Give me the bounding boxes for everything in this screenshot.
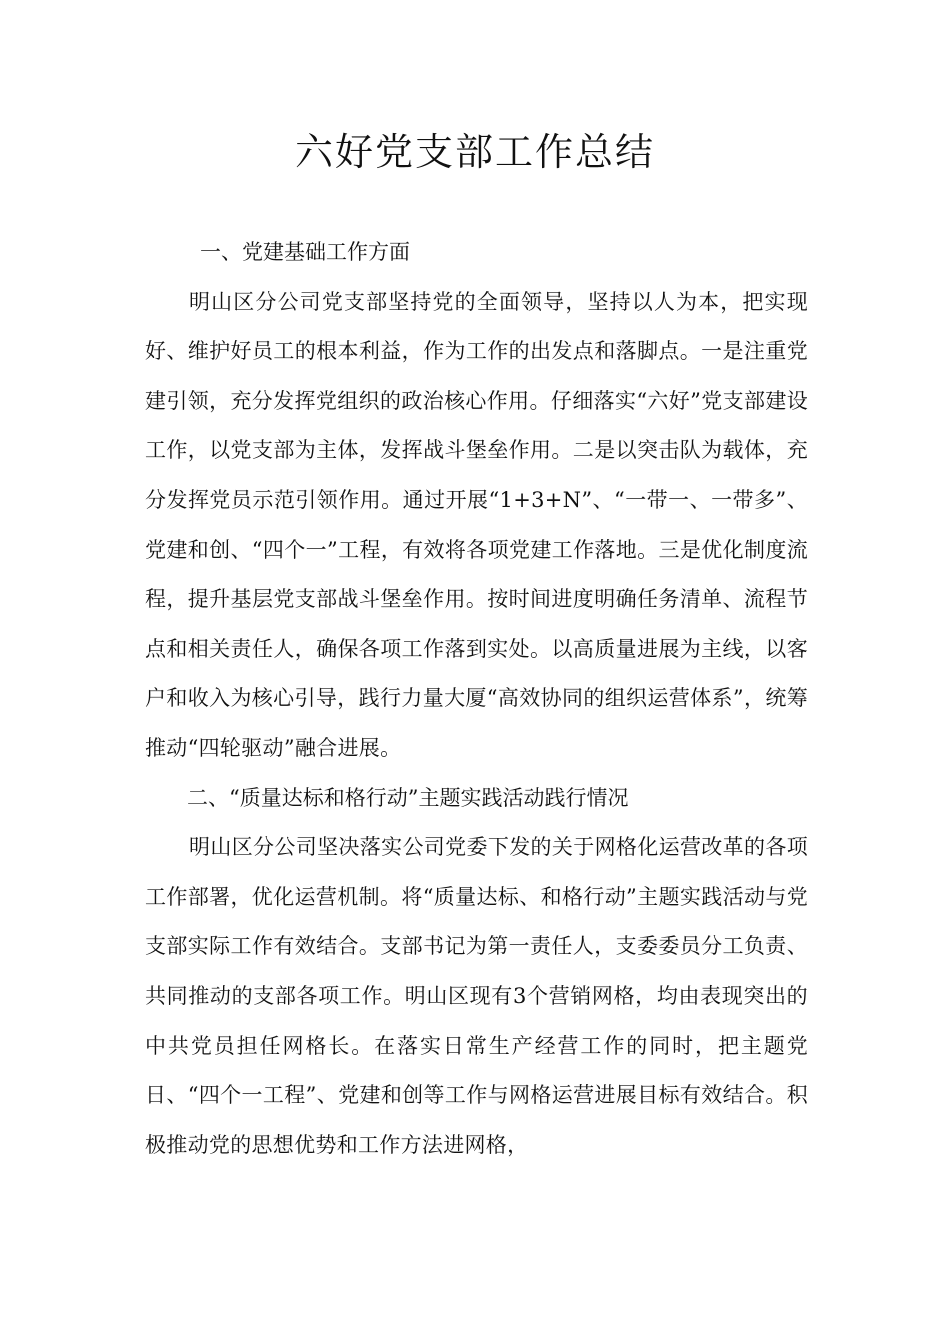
section-heading-1: 一、党建基础工作方面 <box>200 240 410 264</box>
section-paragraph-2: 明山区分公司坚决落实公司党委下发的关于网格化运营改革的各项工作部署，优化运营机制。将“质量达标、和格行动”主题实践活动与党支部实际工作有效结合。支部书记为第一责任人，支委委员分工负责、共同推动的支部各项工作。明山区现有3个营销网格，均由表现突出的中共党员担任网格长。在落实日常生产经营工作的同时，把主题党日、“四个一工程”、党建和创等工作与网格运营进展目标有效结合。积极推动党的思想优势和工作方法进网格， <box>145 835 808 1157</box>
document-title: 六好党支部工作总结 <box>294 130 655 174</box>
section-heading-2: 二、“质量达标和格行动”主题实践活动践行情况 <box>187 785 629 810</box>
document-body <box>145 228 808 1170</box>
section-paragraph-1: 明山区分公司党支部坚持党的全面领导，坚持以人为本，把实现好、维护好员工的根本利益，作为工作的出发点和落脚点。一是注重党建引领，充分发挥党组织的政治核心作用。仔细落实“六好”党支部建设工作，以党支部为主体，发挥战斗堡垒作用。二是以突击队为载体，充分发挥党员示范引领作用。通过开展“1+3+N”、“一带一、一带多”、党建和创、“四个一”工程，有效将各项党建工作落地。三是优化制度流程，提升基层党支部战斗堡垒作用。按时间进度明确任务清单、流程节点和相关责任人，确保各项工作落到实处。以高质量进展为主线，以客户和收入为核心引导，践行力量大厦“高效协同的组织运营体系”，统筹推动“四轮驱动”融合进展。 <box>145 289 808 760</box>
